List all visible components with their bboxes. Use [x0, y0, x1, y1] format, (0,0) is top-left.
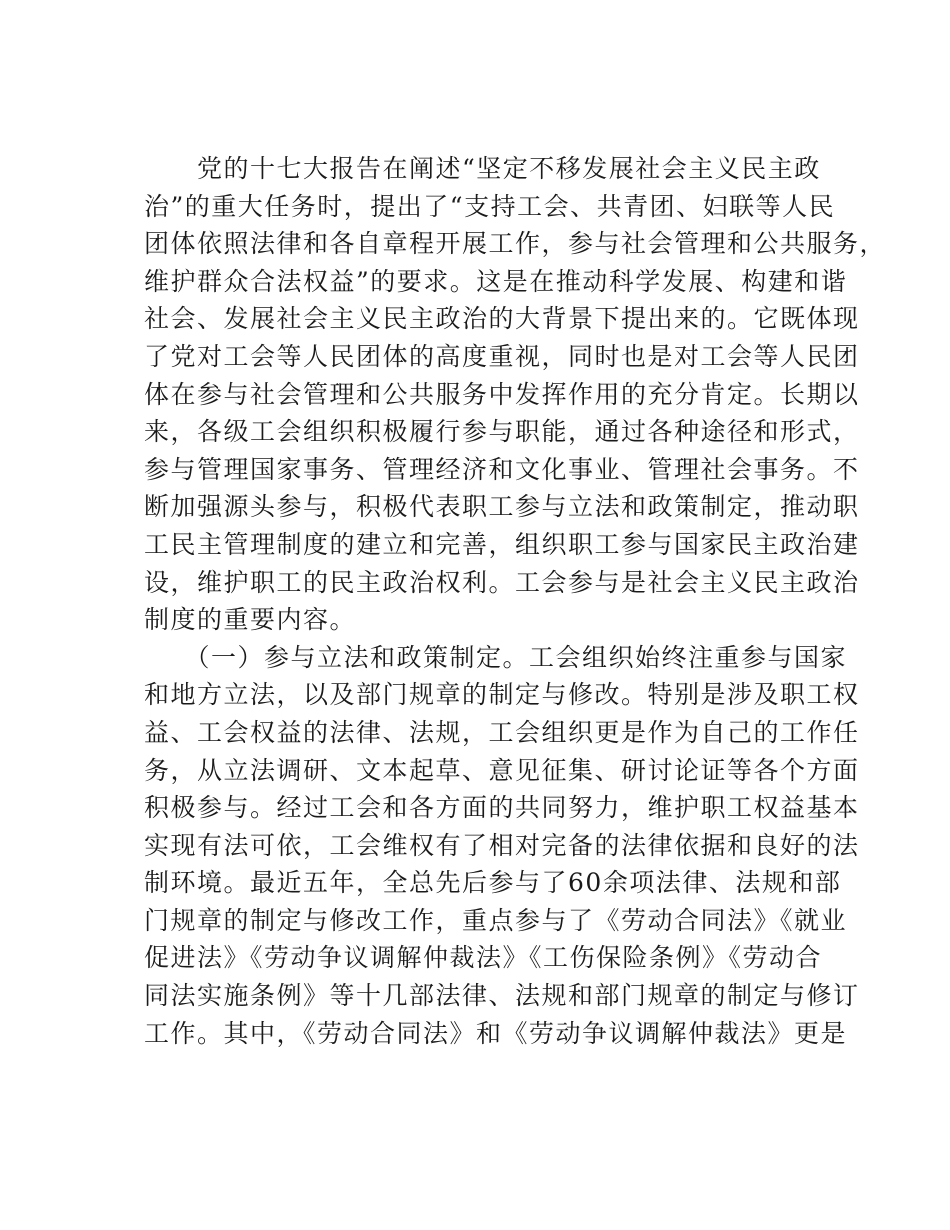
- paragraph-line: （一）参与立法和政策制定。工会组织始终注重参与国家: [144, 642, 848, 672]
- paragraph-line: 同法实施条例》等十几部法律、法规和部门规章的制定与修订: [144, 981, 860, 1011]
- paragraph-line: 务，从立法调研、文本起草、意见征集、研讨论证等各个方面: [144, 755, 860, 785]
- paragraph-line: 和地方立法，以及部门规章的制定与修改。特别是涉及职工权: [144, 680, 860, 710]
- paragraph-line: 治”的重大任务时，提出了“支持工会、共青团、妇联等人民: [144, 191, 836, 221]
- paragraph-line: 维护群众合法权益”的要求。这是在推动科学发展、构建和谐: [144, 266, 848, 296]
- paragraph-line: 制度的重要内容。: [144, 605, 357, 635]
- paragraph-line: 党的十七大报告在阐述“坚定不移发展社会主义民主政: [144, 154, 821, 183]
- paragraph-line: 团体依照法律和各自章程开展工作，参与社会管理和公共服务，: [144, 229, 887, 259]
- paragraph-line: 工民主管理制度的建立和完善，组织职工参与国家民主政治建: [144, 529, 860, 559]
- paragraph-line: 设，维护职工的民主政治权利。工会参与是社会主义民主政治: [144, 567, 860, 597]
- paragraph-line: 来，各级工会组织积极履行参与职能，通过各种途径和形式，: [144, 417, 860, 447]
- paragraph-line: 益、工会权益的法律、法规，工会组织更是作为自己的工作任: [144, 717, 860, 747]
- paragraph-line: 促进法》《劳动争议调解仲裁法》《工伤保险条例》《劳动合: [144, 943, 823, 973]
- paragraph-line: 社会、发展社会主义民主政治的大背景下提出来的。它既体现: [144, 304, 860, 334]
- paragraph-line: 积极参与。经过工会和各方面的共同努力，维护职工权益基本: [144, 793, 860, 823]
- paragraph-line: 工作。其中，《劳动合同法》和《劳动争议调解仲裁法》更是: [144, 1018, 848, 1048]
- paragraph-line: 参与管理国家事务、管理经济和文化事业、管理社会事务。不: [144, 454, 860, 484]
- paragraph-line: 断加强源头参与，积极代表职工参与立法和政策制定，推动职: [144, 492, 860, 522]
- document-body: [144, 150, 887, 1052]
- paragraph-line: 门规章的制定与修改工作，重点参与了《劳动合同法》《就业: [144, 905, 848, 935]
- paragraph-line: 了党对工会等人民团体的高度重视，同时也是对工会等人民团: [144, 341, 860, 371]
- paragraph-line: 体在参与社会管理和公共服务中发挥作用的充分肯定。长期以: [144, 379, 860, 409]
- paragraph-line: 制环境。最近五年，全总先后参与了60余项法律、法规和部: [144, 868, 842, 898]
- paragraph-line: 实现有法可依，工会维权有了相对完备的法律依据和良好的法: [144, 830, 860, 860]
